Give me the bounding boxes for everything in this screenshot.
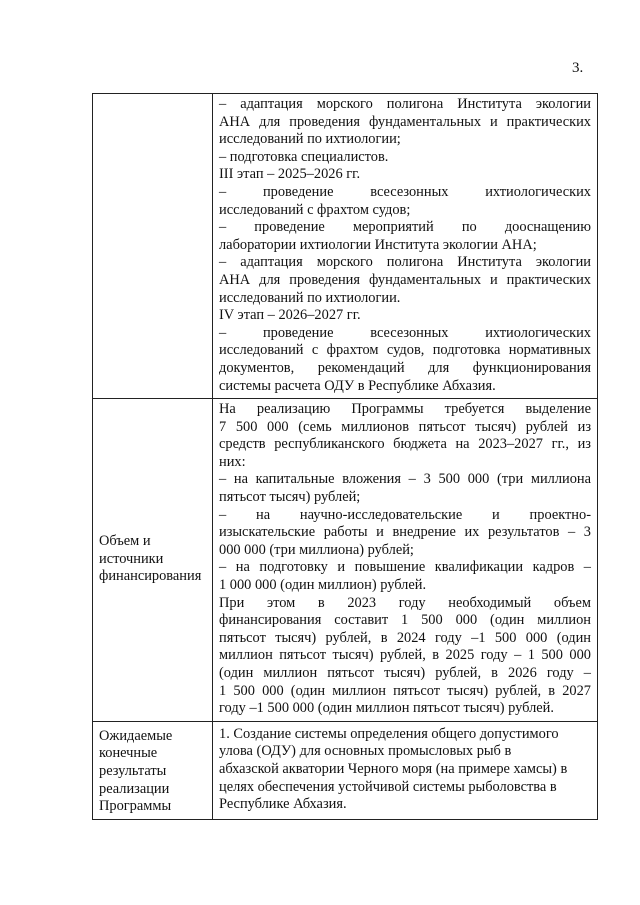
text-line: исследований с фрахтом судов, подготовка нормативных bbox=[219, 342, 591, 359]
text-line: – адаптация морского полигона Института экологии bbox=[219, 96, 591, 112]
row-label-line: Объем и bbox=[99, 533, 151, 550]
row-label-line: Ожидаемые bbox=[99, 727, 173, 744]
text-line: средств республиканского бюджета на 2023–2027 гг., из bbox=[219, 436, 591, 453]
text-line: 7 500 000 (семь миллионов пятьсот тысяч) рублей из bbox=[219, 418, 591, 435]
text-line: На реализацию Программы требуется выделение bbox=[219, 401, 591, 418]
text-line: исследований по ихтиологии. bbox=[219, 289, 401, 306]
text-line: 000 000 (три миллиона) рублей; bbox=[219, 541, 414, 558]
row-label-cell bbox=[93, 721, 213, 819]
text-line: абхазской акватории Черного моря (на примере хамсы) в bbox=[219, 760, 568, 777]
text-line: лаборатории ихтиологии Института экологии АНА; bbox=[219, 236, 537, 253]
row-label-line: результаты bbox=[99, 762, 167, 779]
text-line: – на капитальные вложения – 3 500 000 (три миллиона bbox=[219, 471, 591, 488]
text-line: документов, рекомендаций для функционирования bbox=[219, 359, 591, 376]
text-line: финансирования составит 1 500 000 (один миллион bbox=[219, 612, 591, 629]
text-line: миллион пятьсот тысяч) рублей, в 2025 году – 1 500 000 bbox=[219, 647, 591, 664]
row-content-cell bbox=[213, 721, 598, 819]
table-row-expected-results bbox=[93, 721, 598, 819]
row-label-cell bbox=[93, 94, 213, 399]
text-line: них: bbox=[219, 453, 246, 470]
text-line: целях обеспечения устойчивой системы рыболовства в bbox=[219, 778, 557, 795]
text-line: системы расчета ОДУ в Республике Абхазия. bbox=[219, 377, 496, 394]
page-number: 3. bbox=[572, 60, 584, 76]
text-line: – на подготовку и повышение квалификации кадров – bbox=[219, 559, 591, 576]
text-line: – проведение всесезонных ихтиологических bbox=[219, 324, 591, 341]
text-line: Республике Абхазия. bbox=[219, 796, 347, 813]
text-line: – на научно-исследовательские и проектно- bbox=[219, 506, 591, 523]
text-line: – проведение всесезонных ихтиологических bbox=[219, 183, 591, 200]
program-passport-table bbox=[92, 93, 598, 820]
text-line: (один миллион пятьсот тысяч) рублей, в 2026 году – bbox=[219, 665, 591, 681]
text-line: IV этап – 2026–2027 гг. bbox=[219, 307, 361, 324]
text-line: 1. Создание системы определения общего допустимого bbox=[219, 725, 559, 742]
text-line: пятьсот тысяч) рублей, в 2024 году –1 500 000 (один bbox=[219, 629, 591, 646]
row-label-line: реализации bbox=[99, 780, 170, 797]
row-label-line: Программы bbox=[99, 798, 172, 815]
text-line: исследований с фрахтом судов; bbox=[219, 201, 411, 218]
text-line: году –1 500 000 (один миллион пятьсот тысяч) рублей. bbox=[219, 700, 554, 717]
text-line: улова (ОДУ) для основных промысловых рыб в bbox=[219, 743, 512, 760]
text-line: – адаптация морского полигона Института экологии bbox=[219, 254, 591, 271]
row-content-cell bbox=[213, 94, 598, 399]
text-line: изыскательские работы и внедрение их результатов – 3 bbox=[219, 524, 591, 541]
row-content-cell bbox=[213, 399, 598, 722]
row-label-line: конечные bbox=[99, 745, 158, 762]
text-line: При этом в 2023 году необходимый объем bbox=[219, 594, 591, 611]
text-line: исследований по ихтиологии; bbox=[219, 131, 401, 148]
text-line: III этап – 2025–2026 гг. bbox=[219, 166, 361, 183]
row-label-line: финансирования bbox=[99, 568, 202, 585]
text-line: 1 500 000 (один миллион пятьсот тысяч) рублей, в 2027 bbox=[219, 682, 591, 699]
text-line: АНА для проведения фундаментальных и практических bbox=[219, 113, 591, 130]
text-line: 1 000 000 (один миллион) рублей. bbox=[219, 577, 427, 594]
text-line: пятьсот тысяч) рублей; bbox=[219, 489, 361, 506]
row-label-cell bbox=[93, 399, 213, 722]
text-line: АНА для проведения фундаментальных и практических bbox=[219, 271, 591, 288]
text-line: – проведение мероприятий по дооснащению bbox=[219, 219, 591, 236]
row-label-line: источники bbox=[99, 550, 164, 567]
table-row-stages bbox=[93, 94, 598, 399]
text-line: – подготовка специалистов. bbox=[219, 148, 389, 165]
table-row-financing bbox=[93, 399, 598, 722]
